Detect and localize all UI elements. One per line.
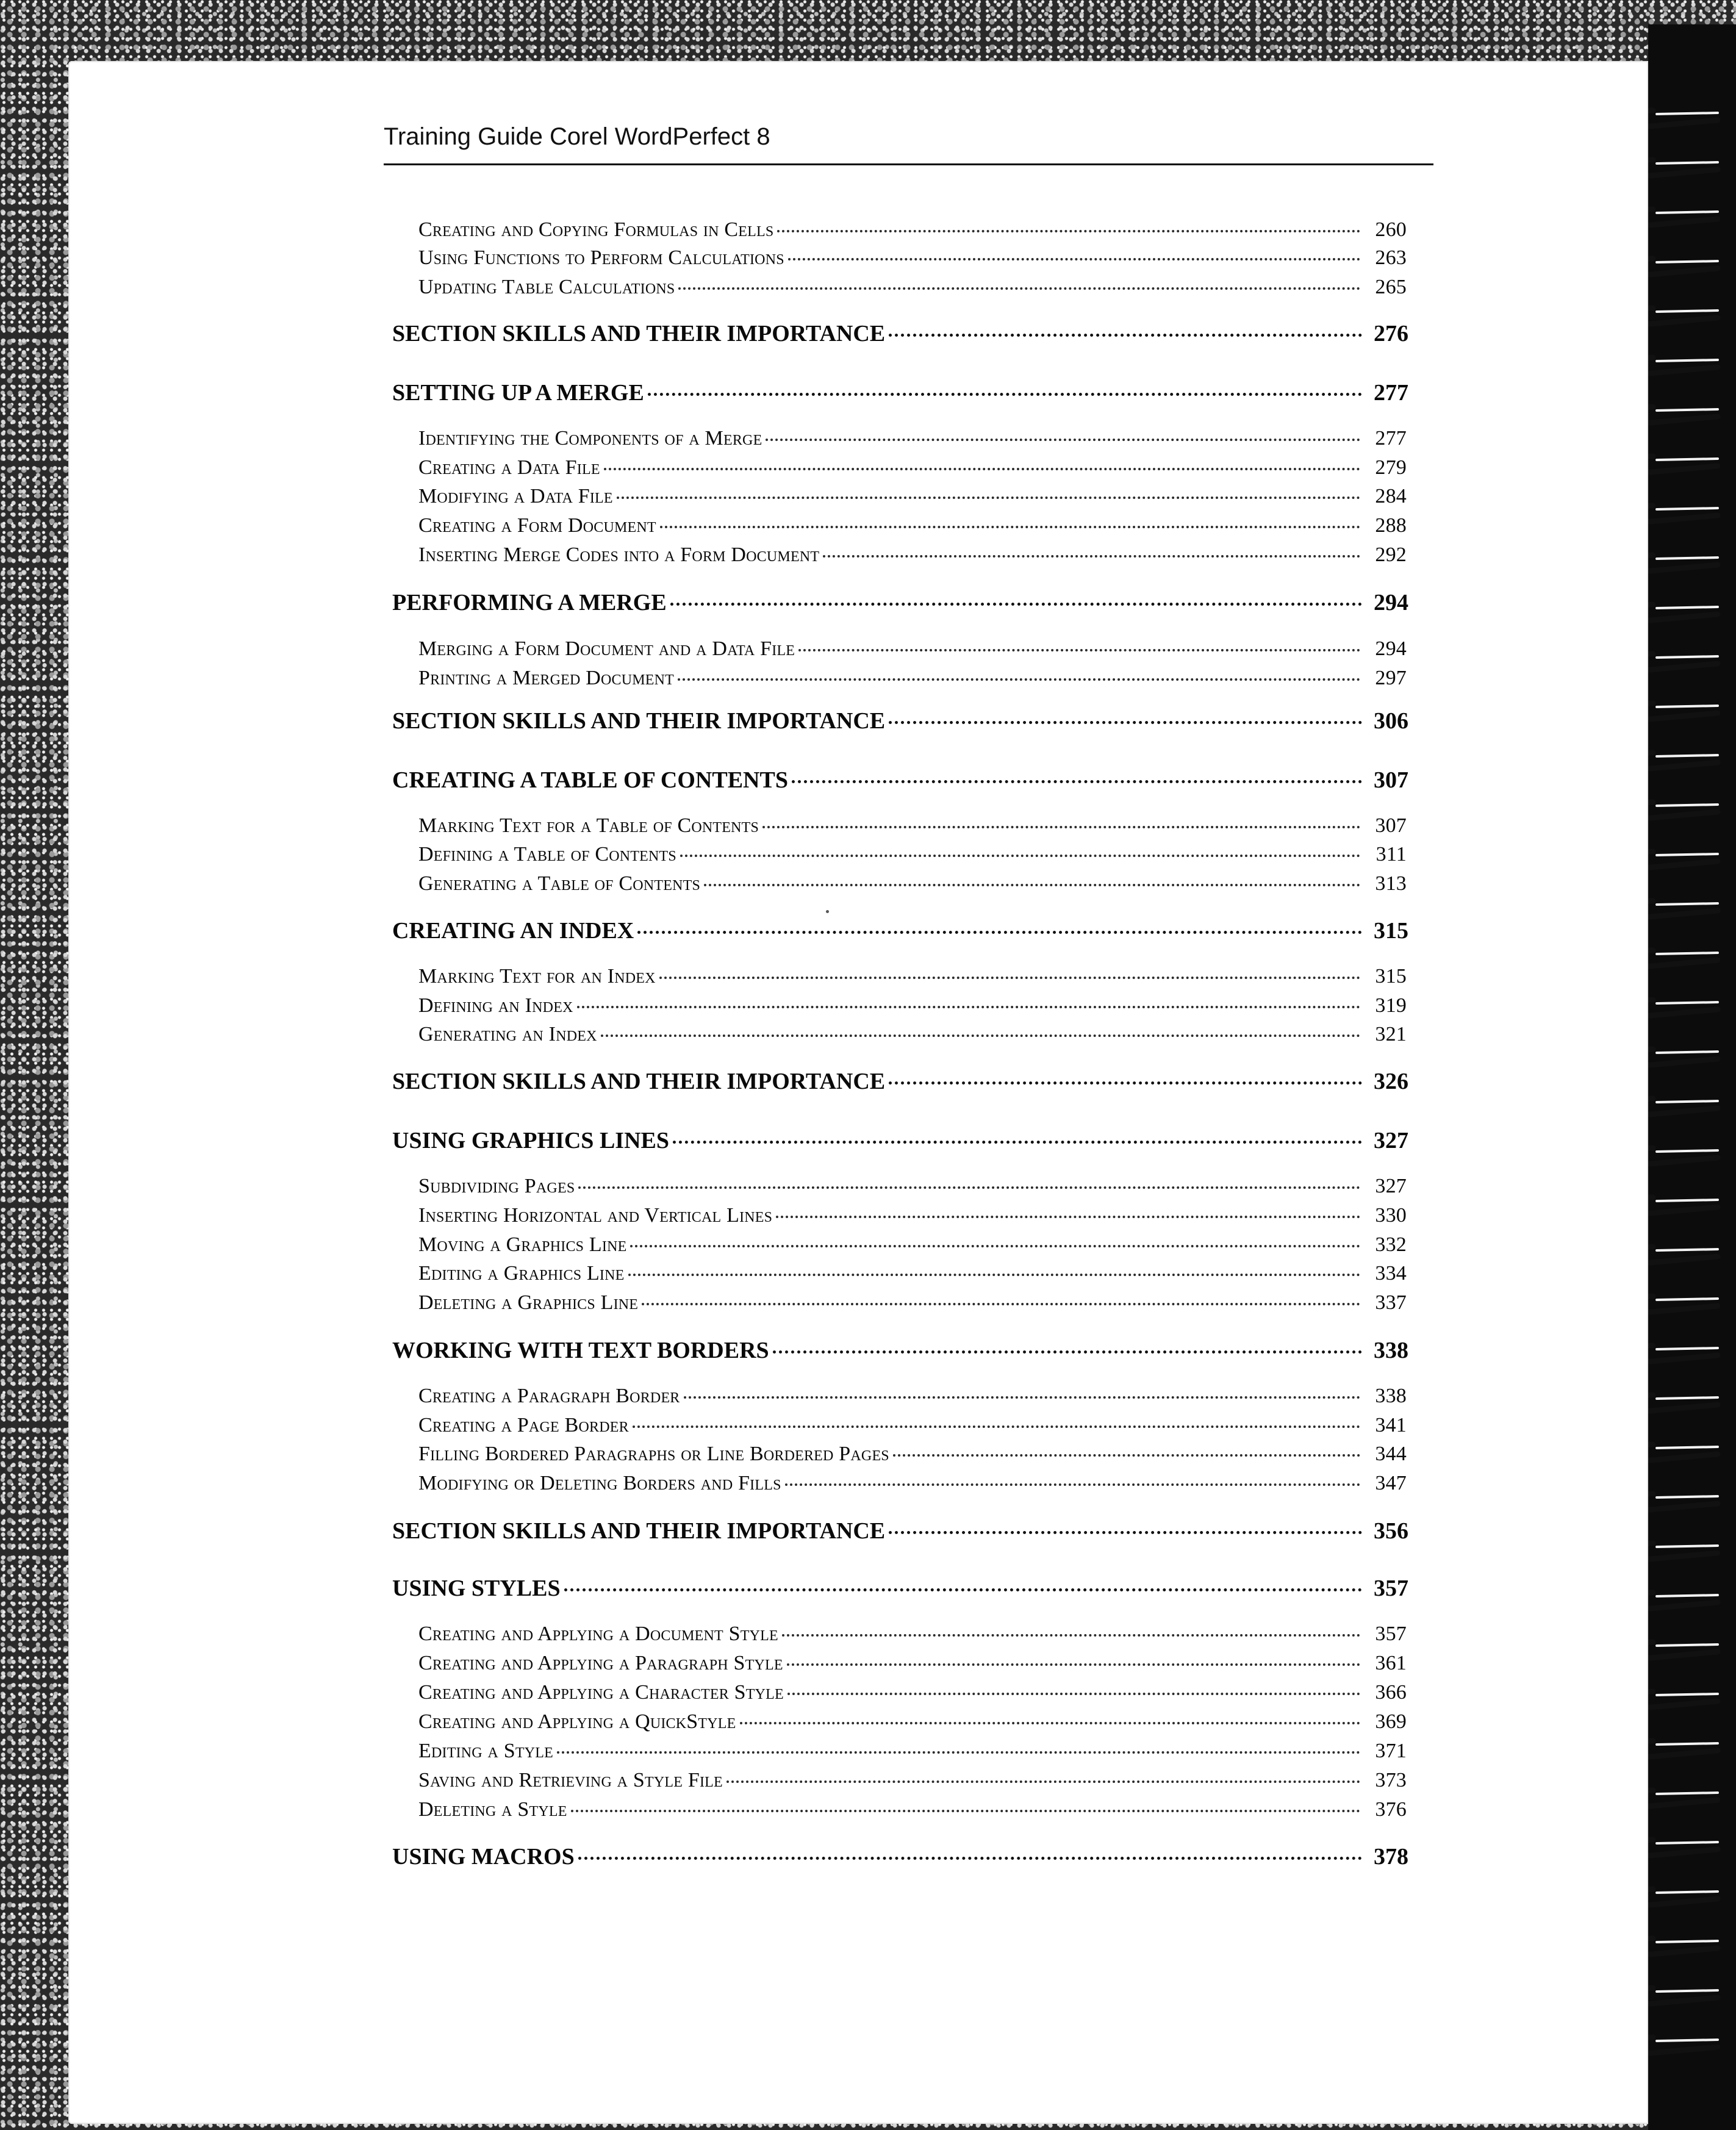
toc-page-number: 337: [1375, 1291, 1407, 1314]
toc-page-number: 307: [1375, 814, 1407, 837]
dot-leader: [673, 1141, 1362, 1144]
dot-leader: [792, 780, 1362, 783]
dot-leader: [798, 649, 1360, 651]
dot-leader: [571, 1810, 1360, 1812]
toc-entry-title: Marking Text for an Index: [418, 965, 656, 988]
toc-entry-title: Merging a Form Document and a Data File: [418, 637, 795, 660]
toc-page-number: 313: [1375, 872, 1407, 895]
toc-page-number: 315: [1375, 965, 1407, 988]
toc-page-number: 277: [1374, 380, 1408, 406]
toc-entry-title: SECTION SKILLS AND THEIR IMPORTANCE: [392, 321, 886, 346]
dot-leader: [889, 334, 1362, 337]
toc-subentry: [418, 1681, 1407, 1704]
dot-leader: [630, 1245, 1360, 1247]
dot-leader: [680, 855, 1360, 857]
toc-page-number: 373: [1375, 1769, 1407, 1791]
toc-page-number: 319: [1375, 994, 1407, 1017]
toc-page-number: 276: [1374, 321, 1408, 346]
toc-subentry: [418, 1652, 1407, 1675]
dot-leader: [617, 497, 1360, 499]
toc-entry-title: Creating and Applying a Paragraph Style: [418, 1652, 783, 1674]
toc-section-entry: [392, 767, 1408, 794]
toc-entry-title: SECTION SKILLS AND THEIR IMPORTANCE: [392, 1069, 886, 1094]
dot-leader: [648, 393, 1362, 396]
toc-subentry: [418, 1262, 1407, 1285]
dot-leader: [670, 603, 1362, 606]
toc-page-number: 334: [1375, 1262, 1407, 1285]
toc-entry-title: Modifying a Data File: [418, 485, 613, 507]
toc-section-entry: [392, 708, 1408, 734]
toc-entry-title: USING MACROS: [392, 1844, 575, 1870]
toc-page-number: 357: [1374, 1576, 1408, 1601]
dot-leader: [660, 526, 1360, 528]
toc-page-number: 327: [1375, 1175, 1407, 1197]
toc-entry-title: Saving and Retrieving a Style File: [418, 1769, 723, 1791]
dot-leader: [823, 555, 1360, 558]
dot-leader: [678, 287, 1360, 290]
toc-subentry: [418, 1710, 1407, 1734]
dot-leader: [642, 1303, 1360, 1305]
toc-section-entry: [392, 589, 1408, 616]
toc-page-number: 294: [1375, 637, 1407, 660]
toc-entry-title: Creating a Page Border: [418, 1414, 629, 1436]
toc-subentry: [418, 543, 1407, 567]
toc-entry-title: SECTION SKILLS AND THEIR IMPORTANCE: [392, 708, 886, 734]
toc-page-number: 361: [1375, 1652, 1407, 1674]
toc-page-number: 279: [1375, 456, 1407, 479]
toc-subentry: [418, 667, 1407, 690]
toc-page-number: 265: [1375, 276, 1407, 298]
toc-entry-title: Using Functions to Perform Calculations: [418, 246, 784, 269]
dot-leader: [578, 1857, 1362, 1860]
dot-leader: [893, 1454, 1360, 1457]
toc-subentry: [418, 843, 1407, 866]
toc-subentry: [418, 1233, 1407, 1257]
toc-page-number: 357: [1375, 1623, 1407, 1645]
toc-page-number: 378: [1374, 1844, 1408, 1870]
dot-leader: [787, 1663, 1360, 1666]
toc-entry-title: Creating and Applying a Character Style: [418, 1681, 784, 1704]
dot-leader: [601, 1035, 1360, 1037]
toc-entry-title: Updating Table Calculations: [418, 276, 675, 298]
dot-leader: [773, 1350, 1362, 1354]
toc-section-entry: [392, 1068, 1408, 1095]
dot-leader: [788, 258, 1360, 260]
toc-entry-title: Filling Bordered Paragraphs or Line Bordered Pages: [418, 1443, 889, 1465]
toc-subentry: [418, 1291, 1407, 1314]
dot-leader: [766, 439, 1360, 441]
toc-section-entry: [392, 1575, 1408, 1602]
toc-section-entry: [392, 320, 1408, 347]
toc-entry-title: Subdividing Pages: [418, 1175, 575, 1197]
toc-page-number: 284: [1375, 485, 1407, 507]
toc-page-number: 297: [1375, 667, 1407, 689]
toc-page-number: 356: [1374, 1518, 1408, 1544]
toc-entry-title: Editing a Style: [418, 1740, 553, 1762]
toc-section-entry: [392, 1337, 1408, 1364]
dot-leader: [628, 1274, 1360, 1276]
dot-leader: [578, 1186, 1360, 1189]
toc-subentry: [418, 872, 1407, 895]
dot-leader: [684, 1396, 1360, 1399]
toc-subentry: [418, 218, 1407, 242]
toc-page-number: 306: [1374, 708, 1408, 734]
toc-entry-title: SECTION SKILLS AND THEIR IMPORTANCE: [392, 1518, 886, 1544]
toc-entry-title: WORKING WITH TEXT BORDERS: [392, 1338, 769, 1363]
toc-subentry: [418, 1385, 1407, 1408]
toc-page-number: 294: [1374, 590, 1408, 615]
toc-subentry: [418, 1623, 1407, 1646]
toc-entry-title: Defining a Table of Contents: [418, 843, 676, 866]
toc-page-number: 371: [1375, 1740, 1407, 1762]
toc-section-entry: [392, 1518, 1408, 1544]
dot-leader: [785, 1483, 1360, 1486]
toc-page-number: 263: [1375, 246, 1407, 269]
toc-entry-title: Generating an Index: [418, 1023, 597, 1045]
dot-leader: [704, 884, 1360, 886]
toc-entry-title: Moving a Graphics Line: [418, 1233, 627, 1256]
toc-page-number: 327: [1374, 1128, 1408, 1153]
toc-entry-title: Creating a Form Document: [418, 514, 656, 537]
toc-entry-title: Identifying the Components of a Merge: [418, 427, 762, 450]
toc-entry-title: Generating a Table of Contents: [418, 872, 701, 895]
dot-leader: [633, 1425, 1360, 1428]
toc-entry-title: Editing a Graphics Line: [418, 1262, 625, 1285]
toc-subentry: [418, 814, 1407, 837]
toc-page-number: 332: [1375, 1233, 1407, 1256]
dot-leader: [678, 678, 1360, 681]
toc-entry-title: Creating a Data File: [418, 456, 600, 479]
toc-subentry: [418, 276, 1407, 299]
toc-subentry: [418, 994, 1407, 1017]
toc-entry-title: USING GRAPHICS LINES: [392, 1128, 669, 1153]
toc-subentry: [418, 1472, 1407, 1495]
toc-subentry: [418, 456, 1407, 479]
toc-entry-title: CREATING A TABLE OF CONTENTS: [392, 767, 788, 793]
toc-entry-title: Defining an Index: [418, 994, 573, 1017]
toc-subentry: [418, 1769, 1407, 1792]
toc-subentry: [418, 1204, 1407, 1227]
toc-page-number: 260: [1375, 218, 1407, 241]
toc-page-number: 369: [1375, 1710, 1407, 1733]
dot-leader: [564, 1588, 1362, 1591]
toc-page-number: 311: [1376, 843, 1407, 866]
toc-page-number: 338: [1374, 1338, 1408, 1363]
dot-leader: [740, 1722, 1360, 1724]
toc-subentry: [418, 1740, 1407, 1763]
toc-page-number: 341: [1375, 1414, 1407, 1436]
dot-leader: [726, 1780, 1360, 1783]
scan-speck: [826, 910, 829, 913]
toc-subentry: [418, 485, 1407, 508]
toc-page-number: 376: [1375, 1798, 1407, 1821]
toc-section-entry: [392, 379, 1408, 406]
toc-page-number: 338: [1375, 1385, 1407, 1407]
toc-section-entry: [392, 1127, 1408, 1154]
toc-entry-title: Deleting a Graphics Line: [418, 1291, 639, 1314]
toc-entry-title: Creating a Paragraph Border: [418, 1385, 680, 1407]
dot-leader: [782, 1634, 1360, 1637]
toc-section-entry: [392, 1843, 1408, 1870]
toc-entry-title: Inserting Merge Codes into a Form Document: [418, 543, 820, 566]
toc-subentry: [418, 1175, 1407, 1198]
toc-subentry: [418, 514, 1407, 537]
dot-leader: [787, 1693, 1360, 1695]
toc-page-number: 344: [1375, 1443, 1407, 1465]
toc-subentry: [418, 637, 1407, 661]
toc-entry-title: Printing a Merged Document: [418, 667, 675, 689]
dot-leader: [637, 931, 1362, 934]
dot-leader: [889, 721, 1362, 724]
toc-page-number: 321: [1375, 1023, 1407, 1045]
toc-entry-title: PERFORMING A MERGE: [392, 590, 667, 615]
toc-subentry: [418, 1798, 1407, 1821]
dot-leader: [889, 1531, 1362, 1534]
toc-page-number: 366: [1375, 1681, 1407, 1704]
dot-leader: [604, 468, 1360, 470]
toc-section-entry: [392, 917, 1408, 944]
header-title: Training Guide Corel WordPerfect 8: [384, 123, 770, 150]
toc-page-number: 315: [1374, 918, 1408, 944]
toc-entry-title: CREATING AN INDEX: [392, 918, 634, 944]
toc-entry-title: Modifying or Deleting Borders and Fills: [418, 1472, 781, 1494]
dot-leader: [762, 826, 1360, 828]
toc-subentry: [418, 427, 1407, 450]
dot-leader: [659, 977, 1360, 979]
toc-entry-title: Inserting Horizontal and Vertical Lines: [418, 1204, 773, 1227]
toc-page-number: 347: [1375, 1472, 1407, 1494]
toc-page-number: 292: [1375, 543, 1407, 566]
toc-entry-title: Creating and Applying a Document Style: [418, 1623, 778, 1645]
toc-entry-title: Deleting a Style: [418, 1798, 567, 1821]
dot-leader: [889, 1081, 1362, 1085]
dot-leader: [776, 1216, 1360, 1218]
dot-leader: [577, 1006, 1360, 1008]
toc-entry-title: Marking Text for a Table of Contents: [418, 814, 759, 837]
dot-leader: [777, 230, 1360, 232]
toc-entry-title: Creating and Applying a QuickStyle: [418, 1710, 736, 1733]
toc-subentry: [418, 246, 1407, 270]
toc-subentry: [418, 1414, 1407, 1437]
toc-subentry: [418, 965, 1407, 988]
toc-page-number: 277: [1375, 427, 1407, 450]
toc-page-number: 288: [1375, 514, 1407, 537]
toc-subentry: [418, 1443, 1407, 1466]
toc-page-number: 307: [1374, 767, 1408, 793]
toc-page-number: 330: [1375, 1204, 1407, 1227]
toc-entry-title: SETTING UP A MERGE: [392, 380, 644, 406]
dot-leader: [557, 1751, 1360, 1754]
toc-subentry: [418, 1023, 1407, 1046]
toc-entry-title: USING STYLES: [392, 1576, 561, 1601]
toc-page-number: 326: [1374, 1069, 1408, 1094]
toc-entry-title: Creating and Copying Formulas in Cells: [418, 218, 774, 241]
